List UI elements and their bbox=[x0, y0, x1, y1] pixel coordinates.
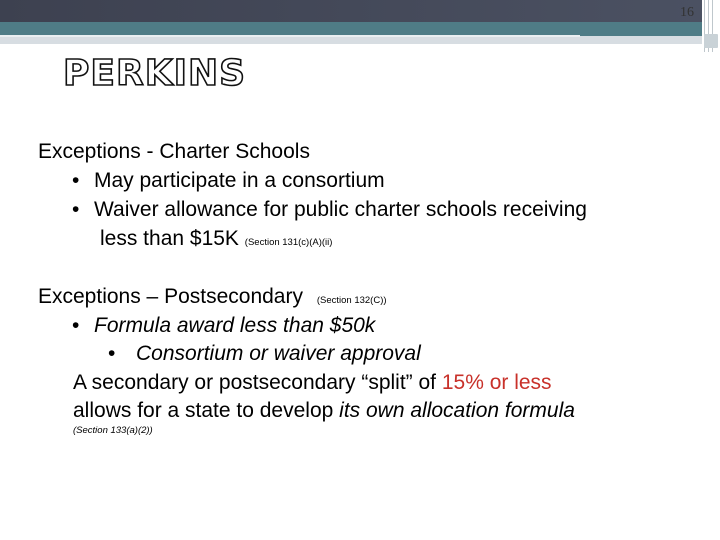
charter-section-reference: (Section 131(c)(A)(ii) bbox=[244, 237, 333, 248]
charter-heading: Exceptions - Charter Schools bbox=[38, 140, 310, 163]
postsecondary-bullet-1-text: Formula award less than $50k bbox=[94, 314, 376, 337]
postsecondary-heading-line bbox=[38, 285, 387, 313]
postsecondary-final-reference: (Section 133(a)(2)) bbox=[73, 425, 153, 436]
header-light-bar bbox=[0, 36, 702, 44]
corner-decoration bbox=[704, 34, 718, 48]
postsecondary-section-reference: (Section 132(C)) bbox=[316, 295, 387, 306]
split-line-1-text: A secondary or postsecondary “split” of bbox=[73, 371, 442, 394]
header-accent-bar bbox=[0, 22, 702, 36]
charter-bullet-1-text: May participate in a consortium bbox=[94, 169, 385, 192]
slide-title: PERKINS bbox=[63, 53, 247, 94]
bullet-icon: • bbox=[108, 342, 116, 365]
header-divider-line bbox=[0, 35, 580, 37]
page-number: 16 bbox=[680, 5, 694, 20]
charter-bullet-2-text: Waiver allowance for public charter schools receiving bbox=[94, 198, 587, 221]
postsecondary-sub-bullet-1-text: Consortium or waiver approval bbox=[136, 342, 421, 365]
postsecondary-sub-bullet-1 bbox=[108, 342, 421, 366]
charter-bullet-2 bbox=[72, 198, 587, 222]
header-bar bbox=[0, 0, 702, 22]
split-line-2-text: allows for a state to develop bbox=[73, 399, 340, 422]
bullet-icon: • bbox=[72, 169, 80, 192]
charter-bullet-2-continued bbox=[100, 227, 332, 255]
postsecondary-bullet-1 bbox=[72, 314, 375, 338]
postsecondary-heading: Exceptions – Postsecondary bbox=[38, 285, 303, 308]
bullet-icon: • bbox=[72, 314, 80, 337]
bullet-icon: • bbox=[72, 198, 80, 221]
charter-bullet-1 bbox=[72, 169, 385, 193]
split-line-2 bbox=[73, 399, 575, 423]
charter-bullet-2-cont-text: less than $15K bbox=[100, 227, 239, 250]
split-line-2-italic: its own allocation formula bbox=[339, 399, 575, 422]
split-highlight: 15% or less bbox=[441, 371, 552, 394]
split-line-1 bbox=[73, 371, 552, 395]
